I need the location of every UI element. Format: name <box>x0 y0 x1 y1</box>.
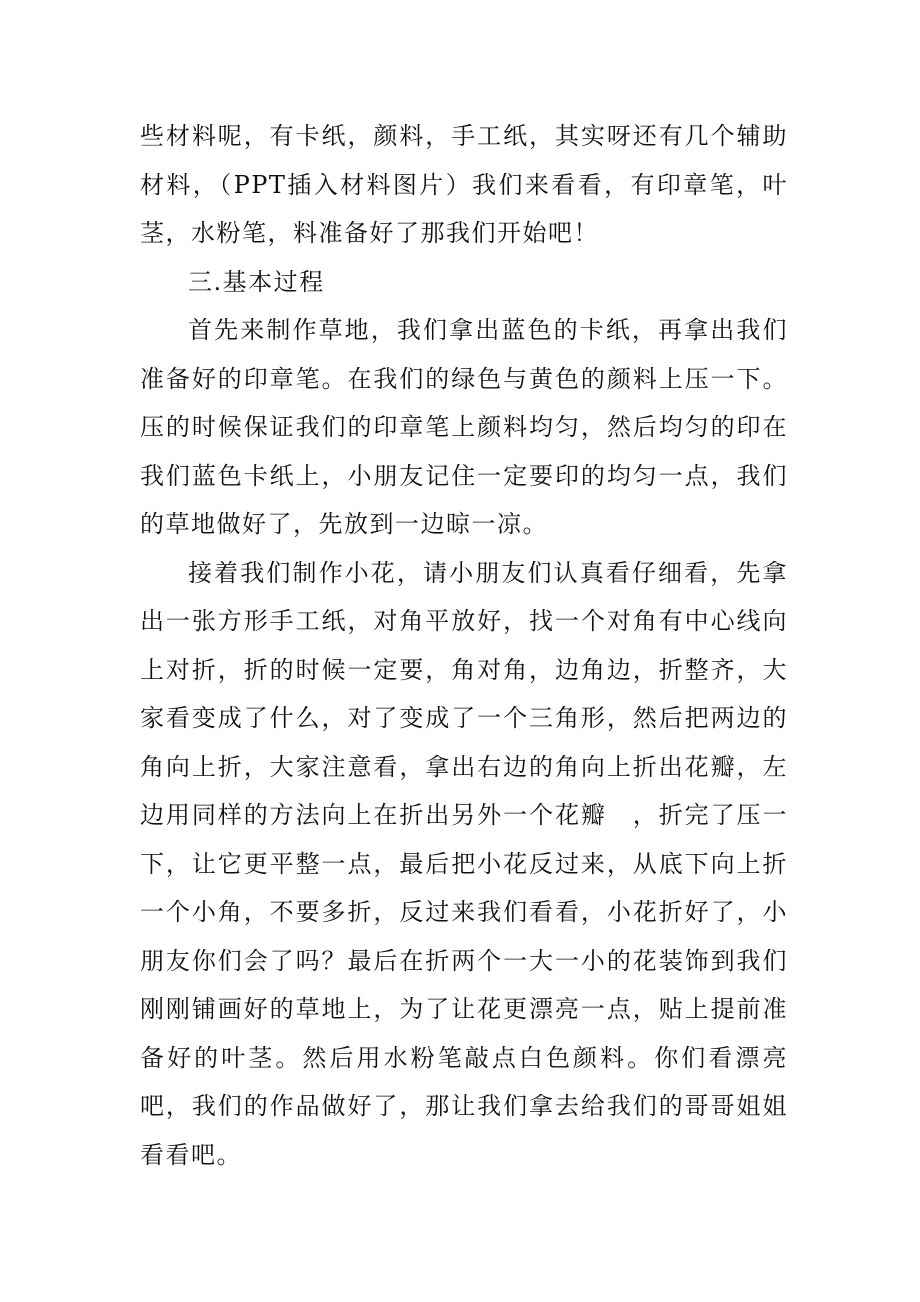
document-body <box>140 112 788 1179</box>
section-heading: 三.基本过程 <box>188 267 325 296</box>
paragraph-flower: 接着我们制作小花，请小朋友们认真看仔细看，先拿出一张方形手工纸，对角平放好，找一个对角有中心线向上对折，折的时候一定要，角对角，边角边，折整齐，大家看变成了什么，对了变成了一个三角形，然后把两边的角向上折，大家注意看，拿出右边的角向上折出花瓣，左边用同样的方法向上在折出另外一个花瓣 ，折完了压一下，让它更平整一点，最后把小花反过来，从底下向上折一个小角，不要多折，反过来我们看看，小花折好了，小朋友你们会了吗？最后在折两个一大一小的花装饰到我们刚刚铺画好的草地上，为了让花更漂亮一点，贴上提前准备好的叶茎。然后用水粉笔敲点白色颜料。你们看漂亮吧，我们的作品做好了，那让我们拿去给我们的哥哥姐姐看看吧。 <box>140 558 788 1169</box>
paragraph-grass: 首先来制作草地，我们拿出蓝色的卡纸，再拿出我们准备好的印章笔。在我们的绿色与黄色的颜料上压一下。压的时候保证我们的印章笔上颜料均匀，然后均匀的印在我们蓝色卡纸上，小朋友记住一定要印的均匀一点，我们的草地做好了，先放到一边晾一凉。 <box>140 316 788 538</box>
paragraph-materials: 些材料呢，有卡纸，颜料，手工纸，其实呀还有几个辅助材料，（PPT插入材料图片）我们来看看，有印章笔，叶茎，水粉笔，料准备好了那我们开始吧！ <box>140 122 788 247</box>
